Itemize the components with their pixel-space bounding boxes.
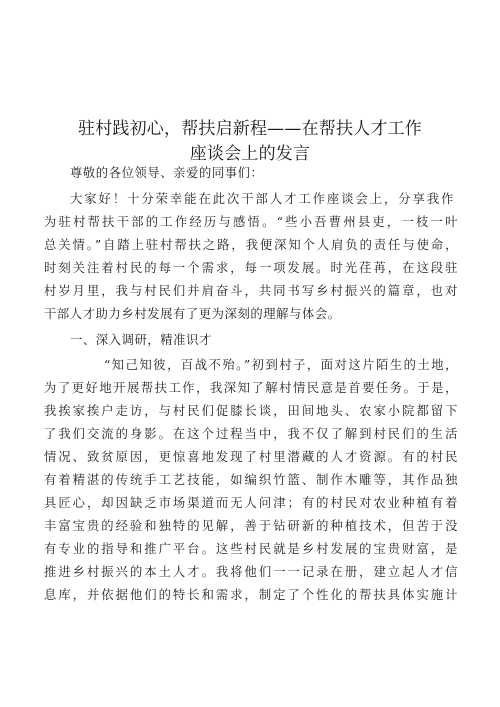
paragraph-2-line: “知己知彼，百战不殆。”初到村子，面对这片陌生的土地， <box>104 358 458 372</box>
salutation: 尊敬的各位领导、亲爱的同事们： <box>70 166 264 180</box>
paragraph-2-line: 丰富宝贵的经验和独特的见解，善于钻研新的种植技术，但苦于没 <box>44 519 458 533</box>
paragraph-1-line: 村岁月里，我与村民们并肩奋斗，共同书写乡村振兴的篇章，也对 <box>44 284 458 298</box>
document-title-line-1: 驻村践初心，帮扶启新程——在帮扶人才工作 <box>78 119 422 139</box>
paragraph-1-line: 总关情。”自踏上驻村帮扶之路，我便深知个人肩负的责任与使命， <box>44 238 458 252</box>
paragraph-2-line: 有着精湛的传统手工艺技能，如编织竹篮、制作木雕等，其作品独 <box>44 473 458 487</box>
paragraph-2-line: 息库，并依据他们的特长和需求，制定了个性化的帮扶具体实施计 <box>44 588 458 602</box>
paragraph-2-line: 情况、致贫原因，更惊喜地发现了村里潜藏的人才资源。有的村民 <box>44 450 458 464</box>
paragraph-2-line: 具匠心，却因缺乏市场渠道而无人问津；有的村民对农业种植有着 <box>44 496 458 510</box>
paragraph-2-line: 推进乡村振兴的本土人才。我将他们一一记录在册，建立起人才信 <box>44 565 458 579</box>
paragraph-1-line: 大家好！十分荣幸能在此次干部人才工作座谈会上，分享我作 <box>70 192 454 206</box>
paragraph-2-line: 我挨家挨户走访，与村民们促膝长谈，田间地头、农家小院都留下 <box>44 404 458 418</box>
paragraph-2-line: 了我们交流的身影。在这个过程当中，我不仅了解到村民们的生活 <box>44 427 458 441</box>
document-title-line-2: 座谈会上的发言 <box>189 144 311 164</box>
paragraph-2-line: 为了更好地开展帮扶工作，我深知了解村情民意是首要任务。于是， <box>44 381 458 395</box>
paragraph-1-line: 为驻村帮扶干部的工作经历与感悟。“些小吾曹州县吏，一枝一叶 <box>44 215 458 229</box>
paragraph-2-line: 有专业的指导和推广平台。这些村民就是乡村发展的宝贵财富，是 <box>44 542 458 556</box>
section-heading: 一、深入调研，精准识才 <box>70 333 212 347</box>
paragraph-1-line: 干部人才助力乡村发展有了更为深刻的理解与体会。 <box>44 307 341 321</box>
paragraph-1-line: 时刻关注着村民的每一个需求，每一项发展。时光荏苒，在这段驻 <box>44 261 458 275</box>
